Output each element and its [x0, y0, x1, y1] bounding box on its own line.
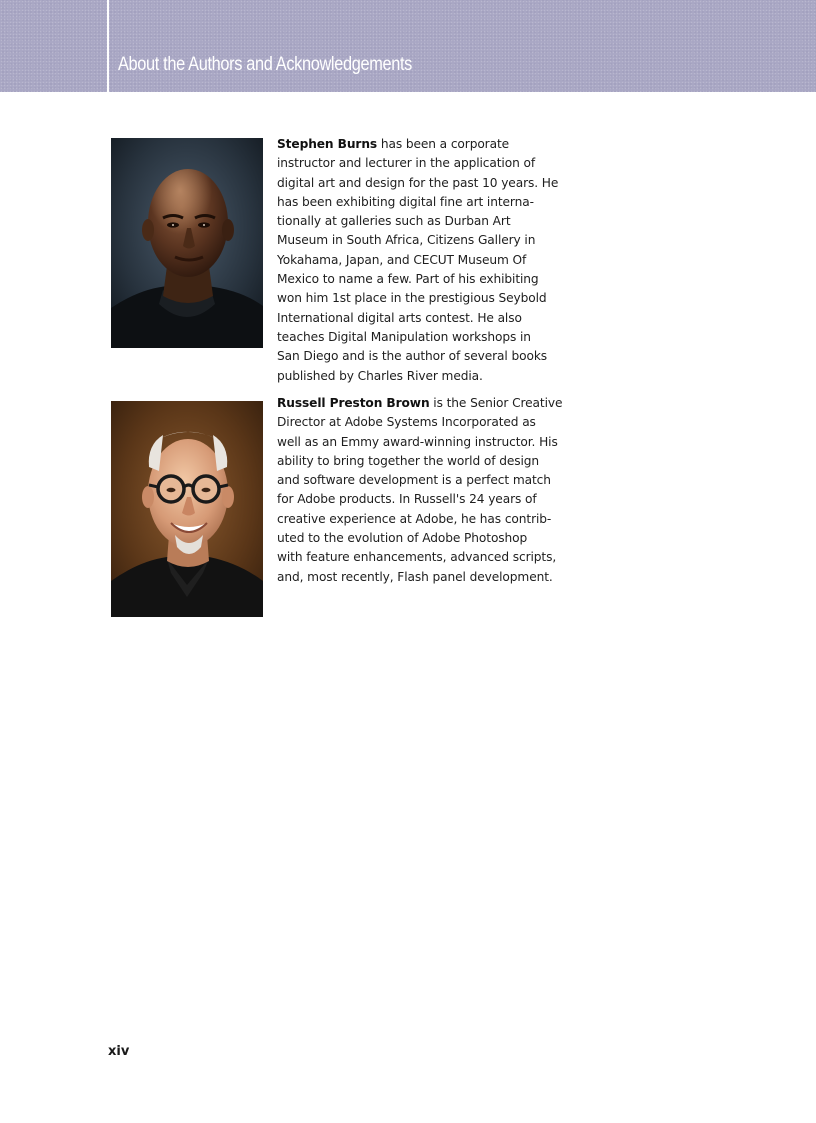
bio-line: digital art and design for the past 10 years. He	[277, 175, 559, 190]
bio-line	[277, 135, 549, 154]
bio-line: well as an Emmy award-winning instructor. His	[277, 434, 558, 449]
running-header-band	[0, 0, 816, 92]
bio-text: is the Senior Creative	[429, 396, 563, 410]
author-bio-stephen-burns	[277, 135, 559, 386]
bio-line: Director at Adobe Systems Incorporated as	[277, 415, 536, 430]
bio-line: for Adobe products. In Russell's 24 years of	[277, 492, 537, 507]
bio-line: creative experience at Adobe, he has contrib-	[277, 511, 552, 526]
bio-line: and software development is a perfect match	[277, 473, 551, 488]
bio-line: Museum in South Africa, Citizens Gallery in	[277, 233, 536, 248]
bio-line: International digital arts contest. He also	[277, 310, 522, 325]
page-number: xiv	[108, 1044, 130, 1059]
author-bio-russell-preston-brown	[277, 394, 563, 587]
bio-line: Yokahama, Japan, and CECUT Museum Of	[277, 252, 527, 267]
bio-line: published by Charles River media.	[277, 368, 483, 383]
author-portrait-dark-background-icon	[111, 138, 263, 348]
bio-line: teaches Digital Manipulation workshops in	[277, 329, 531, 344]
bio-line	[277, 394, 563, 413]
bio-line: with feature enhancements, advanced scripts,	[277, 550, 557, 565]
author-photo-stephen-burns	[111, 138, 263, 348]
bio-line: San Diego and is the author of several books	[277, 349, 548, 364]
bio-line: uted to the evolution of Adobe Photoshop	[277, 531, 528, 546]
bio-line: Mexico to name a few. Part of his exhibiting	[277, 272, 539, 287]
bio-text: has been a corporate	[377, 137, 510, 151]
author-name: Stephen Burns	[277, 137, 378, 151]
bio-line: tionally at galleries such as Durban Art	[277, 214, 511, 229]
author-photo-russell-preston-brown	[111, 401, 263, 617]
running-header-title: About the Authors and Acknowledgements	[118, 54, 412, 75]
header-divider-rule	[107, 0, 109, 92]
author-portrait-round-glasses-icon	[111, 401, 263, 617]
bio-line: instructor and lecturer in the application of	[277, 156, 536, 171]
author-name: Russell Preston Brown	[277, 396, 430, 410]
bio-line: has been exhibiting digital fine art interna-	[277, 194, 534, 209]
bio-line: won him 1st place in the prestigious Seybold	[277, 291, 547, 306]
bio-line: and, most recently, Flash panel development.	[277, 569, 553, 584]
bio-line: ability to bring together the world of design	[277, 453, 540, 468]
